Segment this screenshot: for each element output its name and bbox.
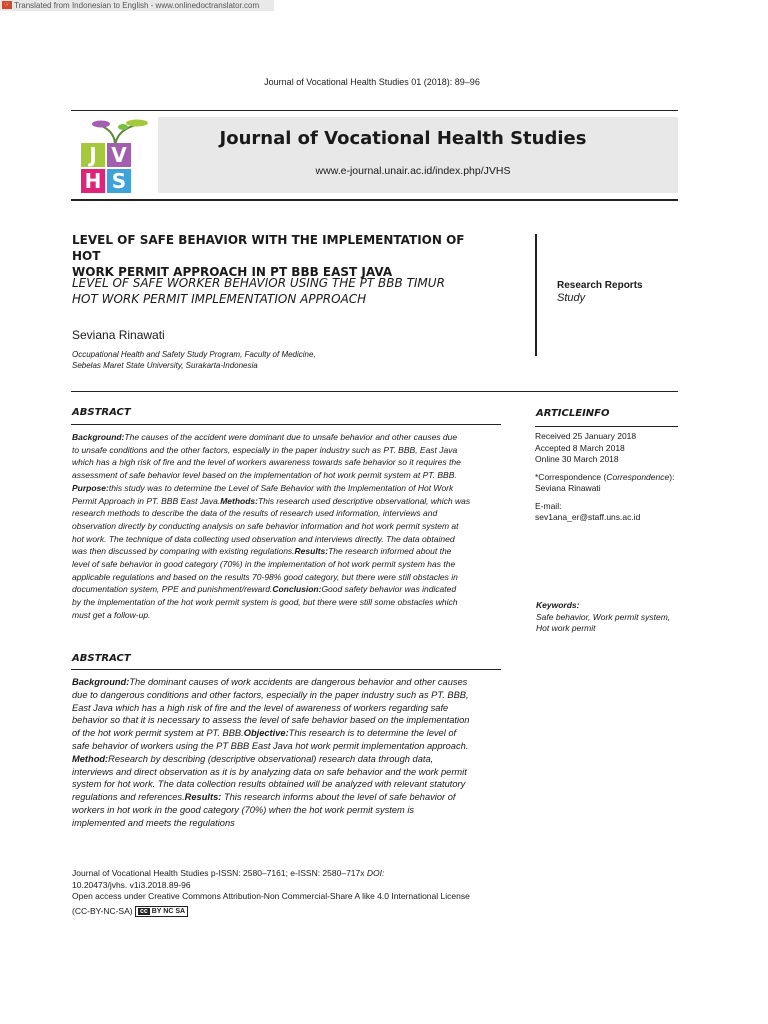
- top-rule: [71, 110, 678, 111]
- abstract-text: to unsafe conditions and the other factors, especially in the paper industry such as PT. BBB, East Java: [72, 444, 458, 455]
- abstract-text: documentation system, PPE and punishment/reward.: [72, 584, 273, 595]
- corr-suffix: ):: [669, 471, 675, 482]
- abstract-line: [72, 482, 504, 495]
- author-affiliation: [72, 349, 492, 371]
- abstract-label: Methods:: [220, 495, 258, 506]
- cc-badge-right: BY NC SA: [151, 908, 186, 916]
- abstract-line: [72, 520, 504, 533]
- corr-prefix: *Correspondence (: [535, 471, 607, 482]
- abstract-line: [72, 545, 504, 558]
- logo-letter-j: J: [81, 143, 105, 167]
- abstract-text: research methods to describe the data of the results of research used information, interviews and: [72, 508, 438, 519]
- abstract-rule-2: [71, 669, 501, 670]
- logo-letter-s: S: [107, 169, 131, 193]
- abstract-text: safe behavior of workers using the PT BBB East Java hot work permit implementation approach.: [72, 740, 469, 751]
- abstract-label: Background:: [72, 677, 130, 687]
- paper-subtitle-line: HOT WORK PERMIT IMPLEMENTATION APPROACH: [72, 292, 367, 306]
- translate-icon: ☞: [2, 1, 12, 9]
- email-label: E-mail:: [535, 500, 562, 511]
- abstract-line: [72, 456, 504, 469]
- journal-title: Journal of Vocational Health Studies: [219, 128, 587, 149]
- abstract-line: [72, 778, 512, 791]
- abstract-text: implemented and meets the regulations: [72, 817, 235, 828]
- logo-letter-h: H: [81, 169, 105, 193]
- abstract-label: Background:: [72, 432, 125, 442]
- vertical-divider: [535, 234, 537, 356]
- abstract-text: must get a follow-up.: [72, 609, 151, 620]
- abstract-line: [72, 804, 512, 817]
- keywords-line: Safe behavior, Work permit system,: [536, 611, 671, 622]
- abstract-line: [72, 753, 512, 766]
- article-info: [535, 431, 685, 524]
- abstract-text: Permit Approach in PT. BBB East Java.: [72, 495, 221, 506]
- abstract-line: [72, 507, 504, 520]
- section-rule: [71, 391, 678, 392]
- abstract-text: level of safe behavior in good category (70%) in the implementation of hot work permit system has the: [72, 559, 456, 570]
- abstract-label: Results:: [294, 546, 329, 557]
- abstract-text: Good safety behavior was indicated: [321, 584, 457, 595]
- abstract-line: [72, 596, 504, 609]
- footer-line: [72, 868, 492, 880]
- affiliation-line: Sebelas Maret State University, Surakarta-Indonesia: [72, 361, 258, 370]
- abstract-label: Results:: [184, 792, 222, 803]
- abstract-line: [72, 791, 512, 804]
- abstract-text: assessment of safe behavior level based on the implementation of hot work permit system at PT. BBB.: [72, 470, 457, 481]
- abstract-line: [72, 689, 512, 702]
- abstract-text: observation directly by conducting analysis on safe behavior information and hot work permit system at: [72, 520, 459, 531]
- abstract-body-2: [72, 676, 512, 830]
- footer-doi-label: DOI:: [366, 868, 385, 878]
- affiliation-line: Occupational Health and Safety Study Program, Faculty of Medicine,: [72, 350, 316, 359]
- abstract-rule: [71, 424, 501, 425]
- abstract-line: [72, 469, 504, 482]
- abstract-line: [72, 702, 512, 715]
- logo-letter-v: V: [107, 143, 131, 167]
- header-bottom-rule: [71, 199, 678, 201]
- translation-banner-text: Translated from Indonesian to English - www.onlinedoctranslator.com: [14, 1, 260, 10]
- accepted-date: Accepted 8 March 2018: [535, 442, 625, 453]
- abstract-label: Objective:: [243, 728, 289, 739]
- abstract-line: [72, 495, 504, 508]
- article-category-sub: Study: [557, 292, 586, 304]
- journal-url[interactable]: www.e-journal.unair.ac.id/index.php/JVHS: [315, 165, 511, 177]
- abstract-heading: ABSTRACT: [72, 407, 131, 418]
- abstract-text: Research by describing (descriptive observational) research data through data,: [108, 753, 434, 764]
- footer-license-code: [72, 906, 372, 918]
- footer-doi[interactable]: 10.20473/jvhs. v1i3.2018.89-96: [72, 879, 191, 890]
- abstract-text: which has a high risk of fire and the level of workers awareness towards safe behavior so it requires the: [72, 457, 461, 468]
- abstract-line: [72, 714, 512, 727]
- abstract-text: by the implementation of the hot work permit system is good, but there were still some obstacles which: [72, 597, 458, 608]
- keywords-label: Keywords:: [536, 600, 580, 610]
- correspondence-name: Seviana Rinawati: [535, 483, 601, 493]
- email-link[interactable]: sev1ana_er@staff.uns.ac.id: [535, 512, 641, 522]
- abstract-text: The dominant causes of work accidents are dangerous behavior and other causes: [129, 677, 468, 687]
- article-info-heading: ARTICLEINFO: [536, 408, 610, 419]
- abstract-text: of the hot work permit system at PT. BBB.: [72, 728, 244, 739]
- received-date: Received 25 January 2018: [535, 431, 637, 441]
- paper-title-line: LEVEL OF SAFE BEHAVIOR WITH THE IMPLEMENTATION OF HOT: [72, 233, 465, 263]
- abstract-text: this study was to determine the Level of Safe Behavior with the Implementation of Hot Work: [108, 482, 454, 493]
- abstract-text: interviews and direct observation as it is by analyzing data on safe behavior and the work permit: [72, 766, 467, 777]
- abstract-text: behavior so that it is necessary to assess the level of safe behavior based on the implementation: [72, 715, 470, 726]
- correspondence-label: [535, 472, 685, 484]
- cc-license-badge-icon[interactable]: [135, 906, 188, 917]
- abstract-line: [72, 431, 504, 444]
- abstract-heading-2: ABSTRACT: [72, 653, 131, 664]
- footer-issn: Journal of Vocational Health Studies p-ISSN: 2580–7161; e-ISSN: 2580–717x: [72, 868, 367, 878]
- abstract-text: regulations and references.: [72, 792, 185, 803]
- running-head: Journal of Vocational Health Studies 01 (2018): 89–96: [264, 77, 480, 87]
- journal-logo: [79, 117, 153, 195]
- abstract-line: [72, 558, 504, 571]
- abstract-line: [72, 571, 504, 584]
- abstract-line: [72, 533, 504, 546]
- abstract-text: East Java which has a high risk of fire and the level of awareness of workers regarding safe: [72, 702, 449, 713]
- abstract-text: This research used descriptive observational, which was: [257, 495, 471, 506]
- abstract-text: applicable regulations and based on the results 70-98% good category, but there were still obstacles in: [72, 571, 458, 582]
- abstract-text: The causes of the accident were dominant due to unsafe behavior and other causes due: [124, 432, 458, 442]
- footer-citation: [72, 868, 492, 891]
- abstract-body: [72, 431, 504, 622]
- abstract-line: [72, 766, 512, 779]
- online-date: Online 30 March 2018: [535, 454, 619, 464]
- abstract-text: This research is to determine the level of: [288, 728, 457, 739]
- keywords: [536, 600, 686, 635]
- abstract-line: [72, 609, 504, 622]
- corr-italic: Correspondence: [606, 471, 670, 482]
- abstract-text: hot work. The technique of data collecting used observation and interviews directly. The data obtained: [72, 533, 455, 544]
- abstract-label: Method:: [72, 753, 109, 764]
- keywords-line: Hot work permit: [536, 623, 596, 633]
- paper-title: [72, 232, 492, 280]
- author-name: Seviana Rinawati: [72, 328, 165, 342]
- article-category: Research Reports: [557, 280, 643, 291]
- abstract-text: This research informs about the level of safe behavior of: [221, 792, 456, 803]
- abstract-line: [72, 817, 512, 830]
- abstract-text: was then discussed by comparing with existing regulations.: [72, 546, 295, 557]
- abstract-line: [72, 583, 504, 596]
- abstract-text: workers in hot work in the good category (70%) when the hot work permit system is: [72, 804, 415, 815]
- abstract-line: [72, 444, 504, 457]
- paper-title-line: WORK PERMIT APPROACH IN PT BBB EAST JAVA: [72, 265, 393, 279]
- abstract-text: due to dangerous conditions and other factors, especially in the paper industry such as PT. BBB,: [72, 689, 469, 700]
- abstract-text: The research informed about the: [328, 546, 452, 557]
- abstract-text: system for hot work. The data collection results obtained will be analyzed with relevant statutory: [72, 779, 466, 790]
- paper-subtitle: [72, 275, 492, 307]
- translation-banner[interactable]: [0, 0, 274, 11]
- cc-badge-left: cc: [139, 908, 148, 916]
- paper-subtitle-line: LEVEL OF SAFE WORKER BEHAVIOR USING THE PT BBB TIMUR: [72, 276, 445, 290]
- abstract-line: [72, 727, 512, 740]
- abstract-label: Conclusion:: [272, 584, 322, 595]
- abstract-line: [72, 676, 512, 689]
- license-code: (CC-BY-NC-SA): [72, 906, 133, 916]
- footer-license: Open access under Creative Commons Attribution-Non Commercial-Share A like 4.0 International License: [72, 891, 470, 901]
- abstract-label: Purpose:: [72, 482, 109, 493]
- abstract-line: [72, 740, 512, 753]
- article-info-rule: [535, 426, 678, 427]
